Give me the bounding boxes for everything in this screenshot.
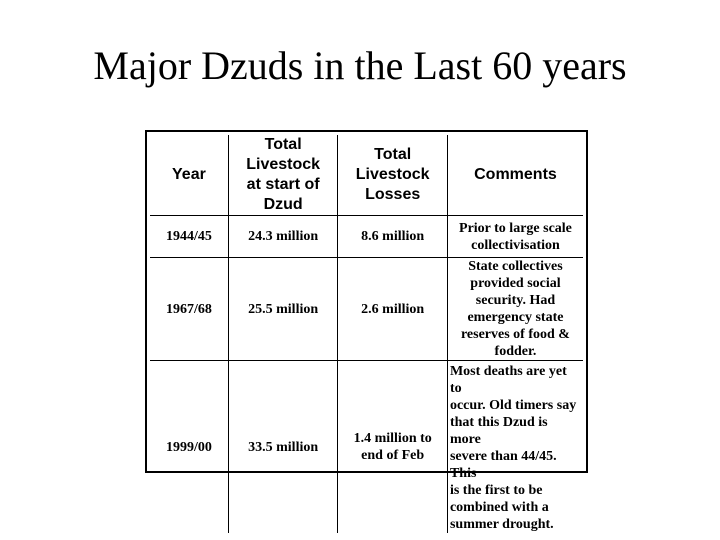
- cell-comment: [447, 361, 583, 534]
- comment-line: State collectives: [468, 259, 563, 274]
- table-row: [150, 361, 583, 534]
- header-year: Year: [150, 135, 228, 216]
- cell-comment: [447, 216, 583, 258]
- header-livestock-line: Total: [264, 136, 302, 153]
- comment-line: collectivisation: [471, 237, 560, 253]
- header-livestock-line: Dzud: [263, 196, 303, 213]
- comment-line: provided social: [470, 276, 561, 291]
- comment-line: summer drought.: [449, 517, 554, 532]
- comment-line: reserves of food &: [460, 327, 570, 342]
- cell-losses: [338, 258, 448, 361]
- comment-line: emergency state: [467, 310, 564, 325]
- comment-line: Prior to large scale: [459, 220, 572, 236]
- comment-line: fodder.: [494, 344, 537, 359]
- comment-line: combined with a: [449, 500, 549, 515]
- cell-year: 1999/00: [150, 361, 228, 534]
- comment-line: that this Dzud is more: [449, 415, 548, 447]
- cell-comment: [447, 258, 583, 361]
- cell-year: 1944/45: [150, 216, 228, 258]
- cell-livestock: 24.3 million: [228, 216, 338, 258]
- header-losses-line: Total: [374, 146, 412, 163]
- header-livestock-line: at start of: [246, 176, 320, 193]
- table-row: [150, 216, 583, 258]
- header-total-livestock: [228, 135, 338, 216]
- cell-year: 1967/68: [150, 258, 228, 361]
- header-losses-line: Livestock: [355, 166, 430, 183]
- header-losses-line: Losses: [365, 186, 421, 203]
- dzud-table-frame: [145, 130, 588, 532]
- table-header-row: [150, 135, 583, 216]
- cell-livestock: 25.5 million: [228, 258, 338, 361]
- comment-line: is the first to be: [449, 483, 543, 498]
- cell-livestock: 33.5 million: [228, 361, 338, 534]
- comment-line: Most deaths are yet to: [449, 364, 567, 396]
- losses-line: 8.6 million: [361, 229, 425, 244]
- losses-line: end of Feb: [361, 448, 425, 463]
- cell-losses: [338, 361, 448, 534]
- losses-line: 1.4 million to: [353, 431, 432, 446]
- header-comments: Comments: [447, 135, 583, 216]
- losses-line: 2.6 million: [361, 301, 425, 317]
- comment-line: severe than 44/45. This: [449, 449, 557, 481]
- header-total-losses: [338, 135, 448, 216]
- header-livestock-line: Livestock: [246, 156, 321, 173]
- comment-line: occur. Old timers say: [449, 398, 577, 413]
- slide-title: Major Dzuds in the Last 60 years: [93, 43, 627, 88]
- comment-line: security. Had: [475, 293, 556, 308]
- cell-losses: [338, 216, 448, 258]
- table-row: [150, 258, 583, 361]
- dzud-table: [150, 135, 583, 533]
